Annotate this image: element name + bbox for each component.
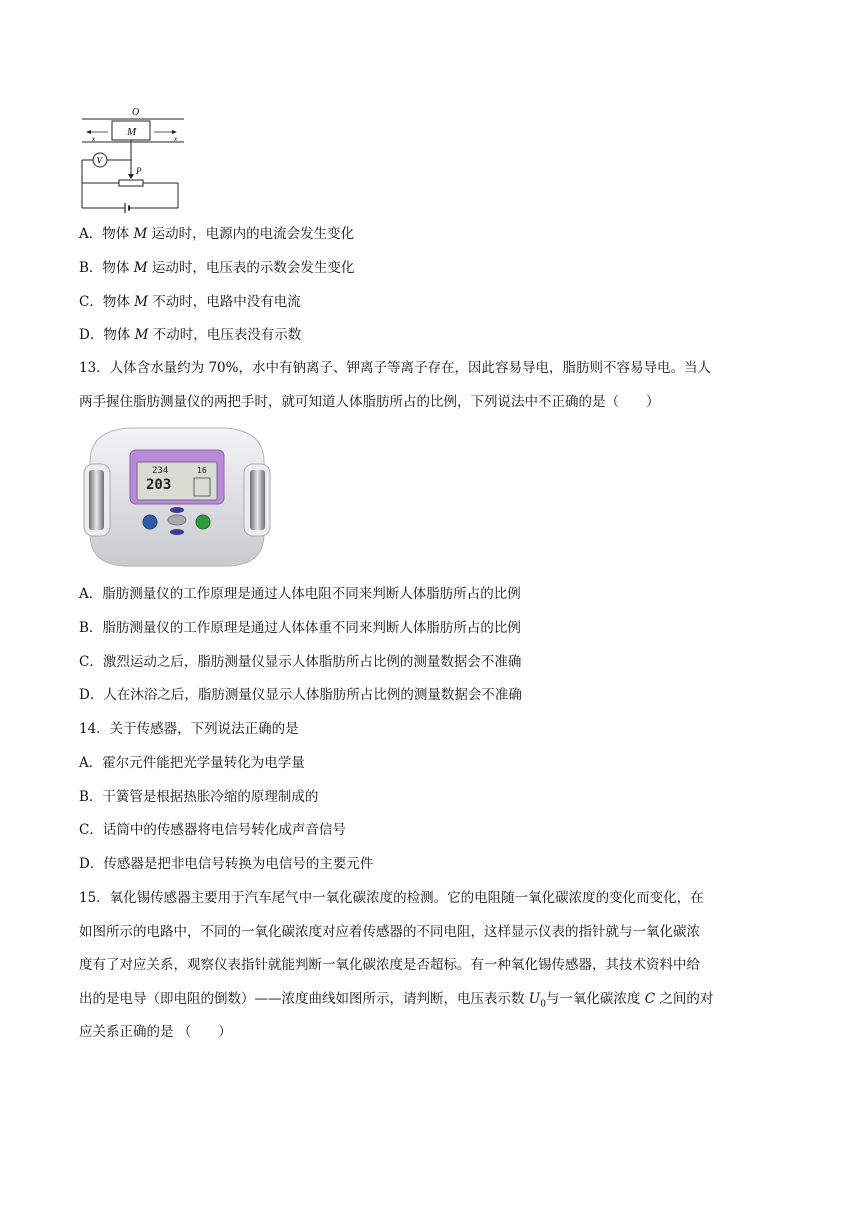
q15-stem-line3: 度有了对应关系，观察仪表指针就能判断一氧化碳浓度是否超标。有一种氧化锡传感器，其技术资料中给 xyxy=(79,957,700,973)
q13-stem-line1: 13．人体含水量约为 70%，水中有钠离子、钾离子等离子存在，因此容易导电，脂肪则不容易导电。当人 xyxy=(79,360,711,376)
label-m: M xyxy=(127,126,137,138)
q13-stem-line2: 两手握住脂肪测量仪的两把手时，就可知道人体脂肪所占的比例，下列说法中不正确的是（ ） xyxy=(79,394,660,410)
q12-option-a: A．物体 M 运动时，电源内的电流会发生变化 xyxy=(79,226,355,242)
q15-stem-line2: 如图所示的电路中，不同的一氧化碳浓度对应着传感器的不同电阻，这样显示仪表的指针就与一氧化碳浓 xyxy=(79,924,700,940)
q13-option-a: A．脂肪测量仪的工作原理是通过人体电阻不同来判断人体脂肪所占的比例 xyxy=(79,586,521,602)
slider-p-arrow xyxy=(128,174,134,179)
right-electrode xyxy=(250,470,265,530)
q14-stem: 14．关于传感器，下列说法正确的是 xyxy=(79,721,299,737)
q13-option-d: D．人在沐浴之后，脂肪测量仪显示人体脂肪所占比例的测量数据会不准确 xyxy=(79,687,522,703)
lcd-main-value: 203 xyxy=(146,477,172,493)
q13-option-c: C．激烈运动之后，脂肪测量仪显示人体脂肪所占比例的测量数据会不准确 xyxy=(79,654,522,670)
left-electrode xyxy=(89,470,104,530)
label-v: V xyxy=(96,155,102,166)
q15-stem-line4: 出的是电导（即电阻的倒数）——浓度曲线如图所示，请判断，电压表示数 $U_0$与一氧化碳浓度 C 之间的对 xyxy=(79,991,714,1010)
body-fat-meter-image xyxy=(80,422,274,572)
green-button[interactable] xyxy=(196,515,210,529)
q15-stem-line1: 15．氧化锡传感器主要用于汽车尾气中一氧化碳浓度的检测。它的电阻随一氧化碳浓度的变化而变化，在 xyxy=(79,890,704,906)
up-button[interactable] xyxy=(170,507,184,513)
label-o: O xyxy=(132,107,140,118)
q13-option-b: B．脂肪测量仪的工作原理是通过人体体重不同来判断人体脂肪所占的比例 xyxy=(79,620,521,636)
down-button[interactable] xyxy=(170,529,184,535)
q14-option-d: D．传感器是把非电信号转换为电信号的主要元件 xyxy=(79,856,374,872)
q14-option-a: A．霍尔元件能把光学量转化为电学量 xyxy=(79,755,305,771)
lcd-top-right: 16 xyxy=(197,466,207,475)
set-button[interactable] xyxy=(168,515,186,525)
q14-option-c: C．话筒中的传感器将电信号转化成声音信号 xyxy=(79,822,346,838)
label-x-right: x xyxy=(174,135,178,143)
q12-option-d: D．物体 M 不动时，电压表没有示数 xyxy=(79,327,302,343)
arrow-right-head xyxy=(172,130,177,134)
label-x-left: x xyxy=(92,135,96,143)
label-p: P xyxy=(136,166,142,176)
arrow-left-head xyxy=(86,130,91,134)
q15-stem-line5: 应关系正确的是 （ ） xyxy=(79,1024,232,1040)
circuit-diagram xyxy=(78,104,190,216)
blue-button[interactable] xyxy=(143,515,157,529)
lcd-top-left: 234 xyxy=(152,466,169,476)
q12-option-c: C．物体 M 不动时，电路中没有电流 xyxy=(79,294,301,310)
q12-option-b: B．物体 M 运动时，电压表的示数会发生变化 xyxy=(79,260,355,276)
q14-option-b: B．干簧管是根据热胀冷缩的原理制成的 xyxy=(79,789,319,805)
rheostat xyxy=(119,180,143,186)
